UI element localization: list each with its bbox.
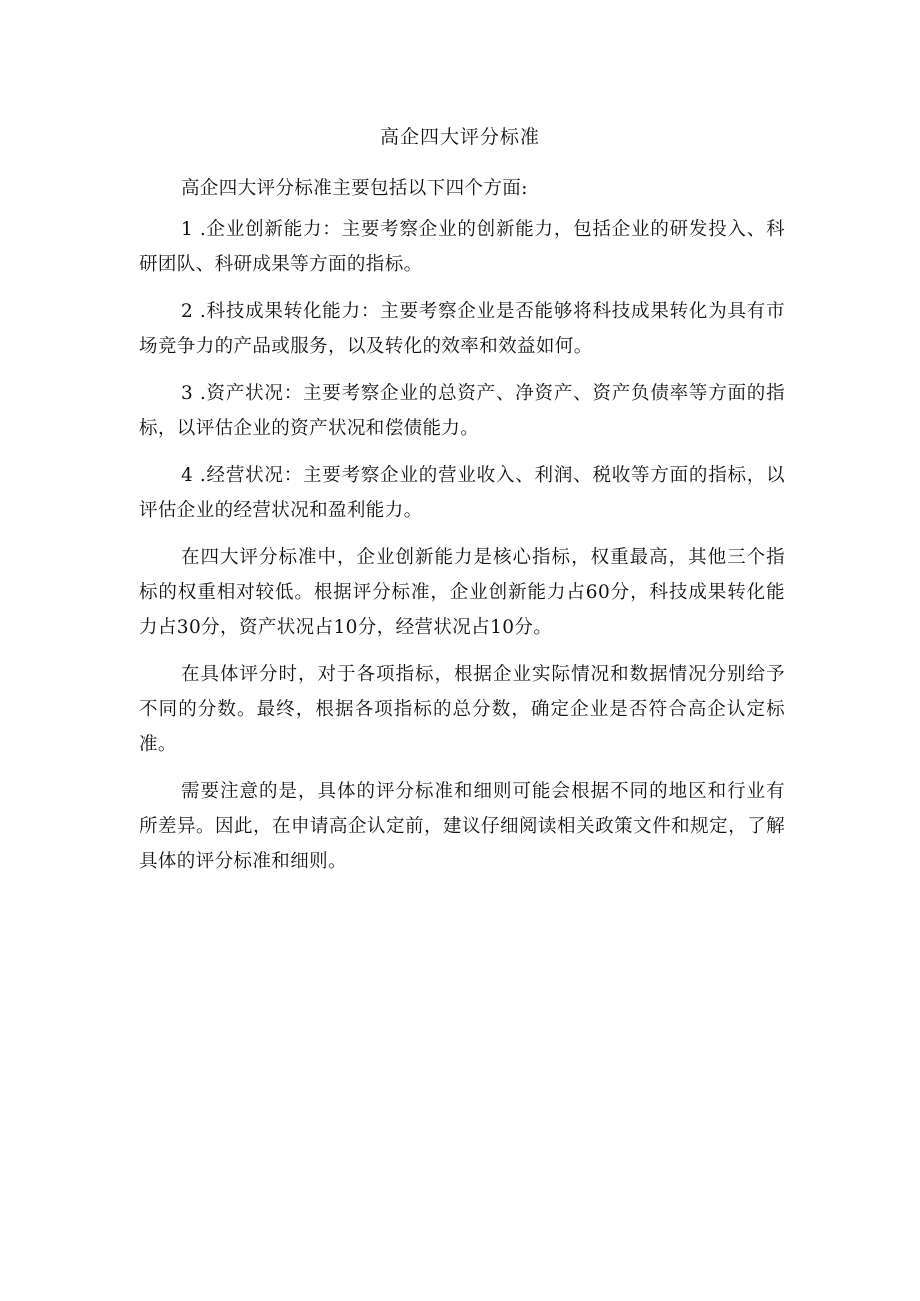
- scoring-paragraph: 在具体评分时，对于各项指标，根据企业实际情况和数据情况分别给予不同的分数。最终，根据各项指标的总分数，确定企业是否符合高企认定标准。: [139, 664, 785, 755]
- criterion-paragraph-assets: 3 .资产状况：主要考察企业的总资产、净资产、资产负债率等方面的指标，以评估企业的资产状况和偿债能力。: [139, 383, 785, 439]
- document-title: 高企四大评分标准: [379, 126, 540, 148]
- note-paragraph: 需要注意的是，具体的评分标准和细则可能会根据不同的地区和行业有所差异。因此，在申请高企认定前，建议仔细阅读相关政策文件和规定，了解具体的评分标准和细则。: [139, 781, 785, 872]
- intro-paragraph: 高企四大评分标准主要包括以下四个方面:: [181, 178, 528, 199]
- weighting-paragraph: 在四大评分标准中，企业创新能力是核心指标，权重最高，其他三个指标的权重相对较低。根据评分标准，企业创新能力占60分，科技成果转化能力占30分，资产状况占10分，经营状况占10分。: [139, 547, 785, 638]
- criterion-paragraph-transformation: 2 .科技成果转化能力：主要考察企业是否能够将科技成果转化为具有市场竞争力的产品或服务，以及转化的效率和效益如何。: [139, 301, 785, 357]
- criterion-paragraph-operations: 4 .经营状况：主要考察企业的营业收入、利润、税收等方面的指标，以评估企业的经营状况和盈利能力。: [139, 465, 785, 521]
- document-body: [139, 171, 785, 891]
- criterion-paragraph-innovation: 1 .企业创新能力：主要考察企业的创新能力，包括企业的研发投入、科研团队、科研成果等方面的指标。: [139, 219, 785, 275]
